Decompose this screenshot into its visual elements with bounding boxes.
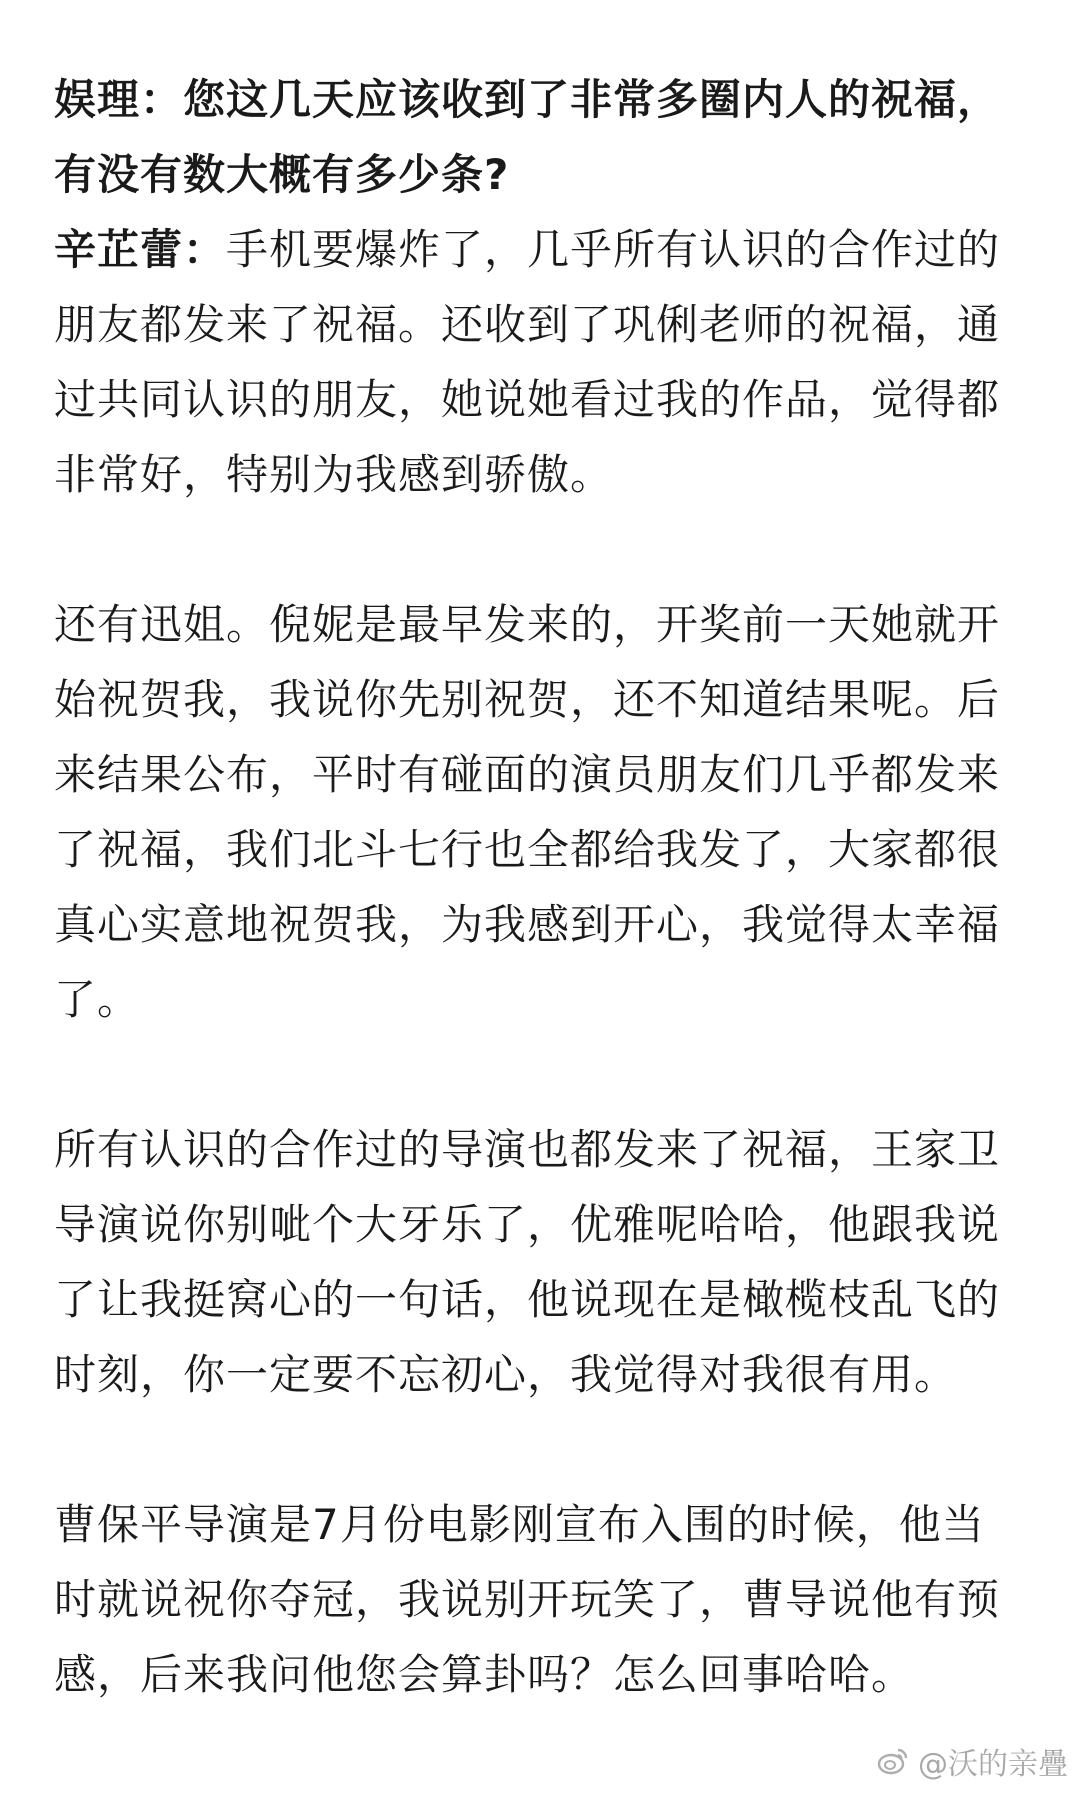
paragraph-answer-4: 曹保平导演是7月份电影刚宣布入围的时候，他当时就说祝你夺冠，我说别开玩笑了，曹导说他有预感，后来我问他您会算卦吗？怎么回事哈哈。 bbox=[54, 1500, 1001, 1699]
question-text: 您这几天应该收到了非常多圈内人的祝福，有没有数大概有多少条? bbox=[54, 75, 1001, 199]
speaker-label-yuli: 娱理： bbox=[54, 75, 184, 124]
paragraph-answer-3: 所有认识的合作过的导演也都发来了祝福，王家卫导演说你别呲个大牙乐了，优雅呢哈哈，他跟我说了让我挺窝心的一句话，他说现在是橄榄枝乱飞的时刻，你一定要不忘初心，我觉得对我很有用。 bbox=[54, 1125, 1001, 1399]
speaker-label-xin: 辛芷蕾： bbox=[54, 225, 227, 274]
weibo-watermark bbox=[876, 1739, 1068, 1783]
answer-text-1: 手机要爆炸了，几乎所有认识的合作过的朋友都发来了祝福。还收到了巩俐老师的祝福，通过共同认识的朋友，她说她看过我的作品，觉得都非常好，特别为我感到骄傲。 bbox=[54, 225, 1001, 499]
weibo-icon bbox=[876, 1744, 910, 1778]
paragraph-question bbox=[54, 62, 1014, 212]
paragraph-answer-2: 还有迅姐。倪妮是最早发来的，开奖前一天她就开始祝贺我，我说你先别祝贺，还不知道结果呢。后来结果公布，平时有碰面的演员朋友们几乎都发来了祝福，我们北斗七行也全都给我发了，大家都很真心实意地祝贺我，为我感到开心，我觉得太幸福了。 bbox=[54, 600, 1001, 1024]
paragraph-answer-1 bbox=[54, 212, 1014, 512]
article-body bbox=[54, 62, 1014, 1712]
watermark-text: @沃的亲疊 bbox=[918, 1747, 1068, 1782]
